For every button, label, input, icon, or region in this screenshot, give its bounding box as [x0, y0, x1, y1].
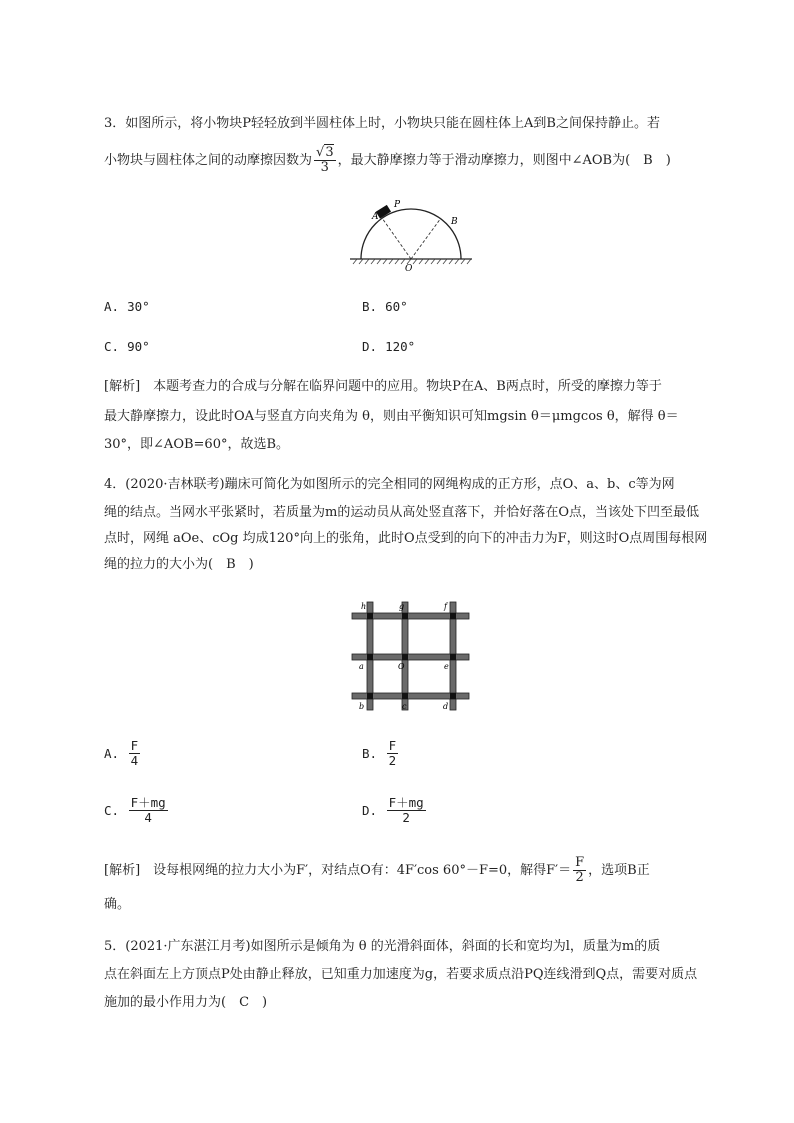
q3-mu-denominator: 3 [314, 160, 336, 175]
label-e: e [444, 662, 449, 671]
option-key: D. [362, 803, 378, 818]
fraction-numerator: F [130, 738, 139, 753]
q4-trampoline-net-figure [348, 600, 473, 715]
option-value: 90° [127, 339, 150, 354]
label-g: g [399, 602, 405, 611]
q4-stem-line4: 绳的拉力的大小为( B ) [104, 557, 254, 572]
q5-stem-line1: 5．(2021·广东湛江月考)如图所示是倾角为 θ 的光滑斜面体，斜面的长和宽均为l，质量为m的质 [104, 939, 661, 954]
radius-ob [411, 218, 441, 259]
fraction-numerator: F [575, 855, 585, 870]
option-key: D. [362, 339, 378, 354]
fraction-numerator: F [388, 738, 397, 753]
q3-mu-fraction: $\frac{√3}{3}$ [316, 145, 334, 175]
label-a: a [359, 662, 364, 671]
label-b: b [359, 702, 365, 711]
option-value: 60° [385, 299, 408, 314]
option-fraction [129, 739, 141, 768]
q3-semicylinder-figure [345, 193, 480, 273]
label-b: B [451, 217, 458, 227]
q3-option-b [362, 299, 408, 314]
q4-analysis-text-b: ，选项B正 [588, 863, 650, 878]
label-h: h [361, 602, 367, 611]
radius-oa [382, 218, 411, 259]
q3-analysis-line2: 最大静摩擦力，设此时OA与竖直方向夹角为 θ，则由平衡知识可知mgsin θ＝μmgcos θ，解得 θ＝ [104, 409, 679, 424]
q3-stem-line2-a: 小物块与圆柱体之间的动摩擦因数为 [104, 153, 313, 168]
option-value: 120° [385, 339, 416, 354]
label-f: f [444, 602, 447, 611]
q4-stem-line1: 4．(2020·吉林联考)蹦床可简化为如图所示的完全相同的网绳构成的正方形，点O、a、b、c等为网 [104, 477, 675, 492]
label-a: A [372, 212, 379, 222]
fraction-denominator: 2 [388, 753, 397, 768]
label-p: P [394, 200, 401, 210]
q3-analysis-line3: 30°，即∠AOB=60°，故选B。 [104, 437, 290, 452]
q3-analysis-line1: [解析] 本题考查力的合成与分解在临界问题中的应用。物块P在A、B两点时，所受的摩擦力等于 [104, 379, 662, 394]
option-key: C. [104, 339, 120, 354]
q5-stem-line2: 点在斜面左上方顶点P处由静止释放，已知重力加速度为g，若要求质点沿PQ连线滑到Q点，需要对质点 [104, 967, 698, 982]
option-fraction [387, 796, 426, 825]
q4-stem-line3: 点时，网绳 aOe、cOg 均成120°向上的张角，此时O点受到的向下的冲击力为F，则这时O点周围每根网 [104, 531, 708, 546]
option-value: 30° [127, 299, 150, 314]
fraction-denominator: 2 [387, 810, 426, 825]
fraction-numerator: F＋mg [388, 795, 424, 810]
q4-analysis-line1 [104, 856, 650, 885]
q5-stem-line3: 施加的最小作用力为( C ) [104, 995, 268, 1010]
q3-mu-numerator: 3 [325, 145, 334, 160]
option-key: A. [104, 299, 120, 314]
q4-option-d [362, 796, 428, 825]
q3-stem-line1: 3．如图所示，将小物块P轻轻放到半圆柱体上时，小物块只能在圆柱体上A到B之间保持静止。若 [104, 116, 660, 131]
fraction-denominator: 4 [129, 810, 168, 825]
q3-stem-line2-b: ，最大静摩擦力等于滑动摩擦力，则图中∠AOB为( B ) [337, 153, 671, 168]
q3-option-c [104, 339, 150, 354]
q4-analysis-fraction [573, 856, 586, 885]
option-key: B. [362, 299, 378, 314]
q4-option-a [104, 739, 142, 768]
fraction-denominator: 4 [130, 753, 139, 768]
option-fraction [129, 796, 168, 825]
fraction-denominator: 2 [573, 870, 586, 885]
q3-option-a [104, 299, 150, 314]
q4-analysis-text-a: [解析] 设每根网绳的拉力大小为F′，对结点O有：4F′cos 60°－F=0，解得F′＝ [104, 863, 572, 878]
option-key: B. [362, 746, 378, 761]
q4-stem-line2: 绳的结点。当网水平张紧时，若质量为m的运动员从高处竖直落下，并恰好落在O点，当该处下凹至最低 [104, 505, 699, 520]
fraction-numerator: F＋mg [130, 795, 166, 810]
q4-option-b [362, 739, 400, 768]
label-c: c [402, 702, 407, 711]
q4-option-c [104, 796, 170, 825]
q3-option-d [362, 339, 415, 354]
q3-stem-line2 [104, 146, 671, 175]
option-fraction [387, 739, 399, 768]
option-key: C. [104, 803, 120, 818]
label-o: O [398, 662, 405, 671]
option-key: A. [104, 746, 120, 761]
label-d: d [443, 702, 449, 711]
label-o: O [405, 264, 413, 273]
q4-analysis-line2: 确。 [104, 897, 131, 912]
